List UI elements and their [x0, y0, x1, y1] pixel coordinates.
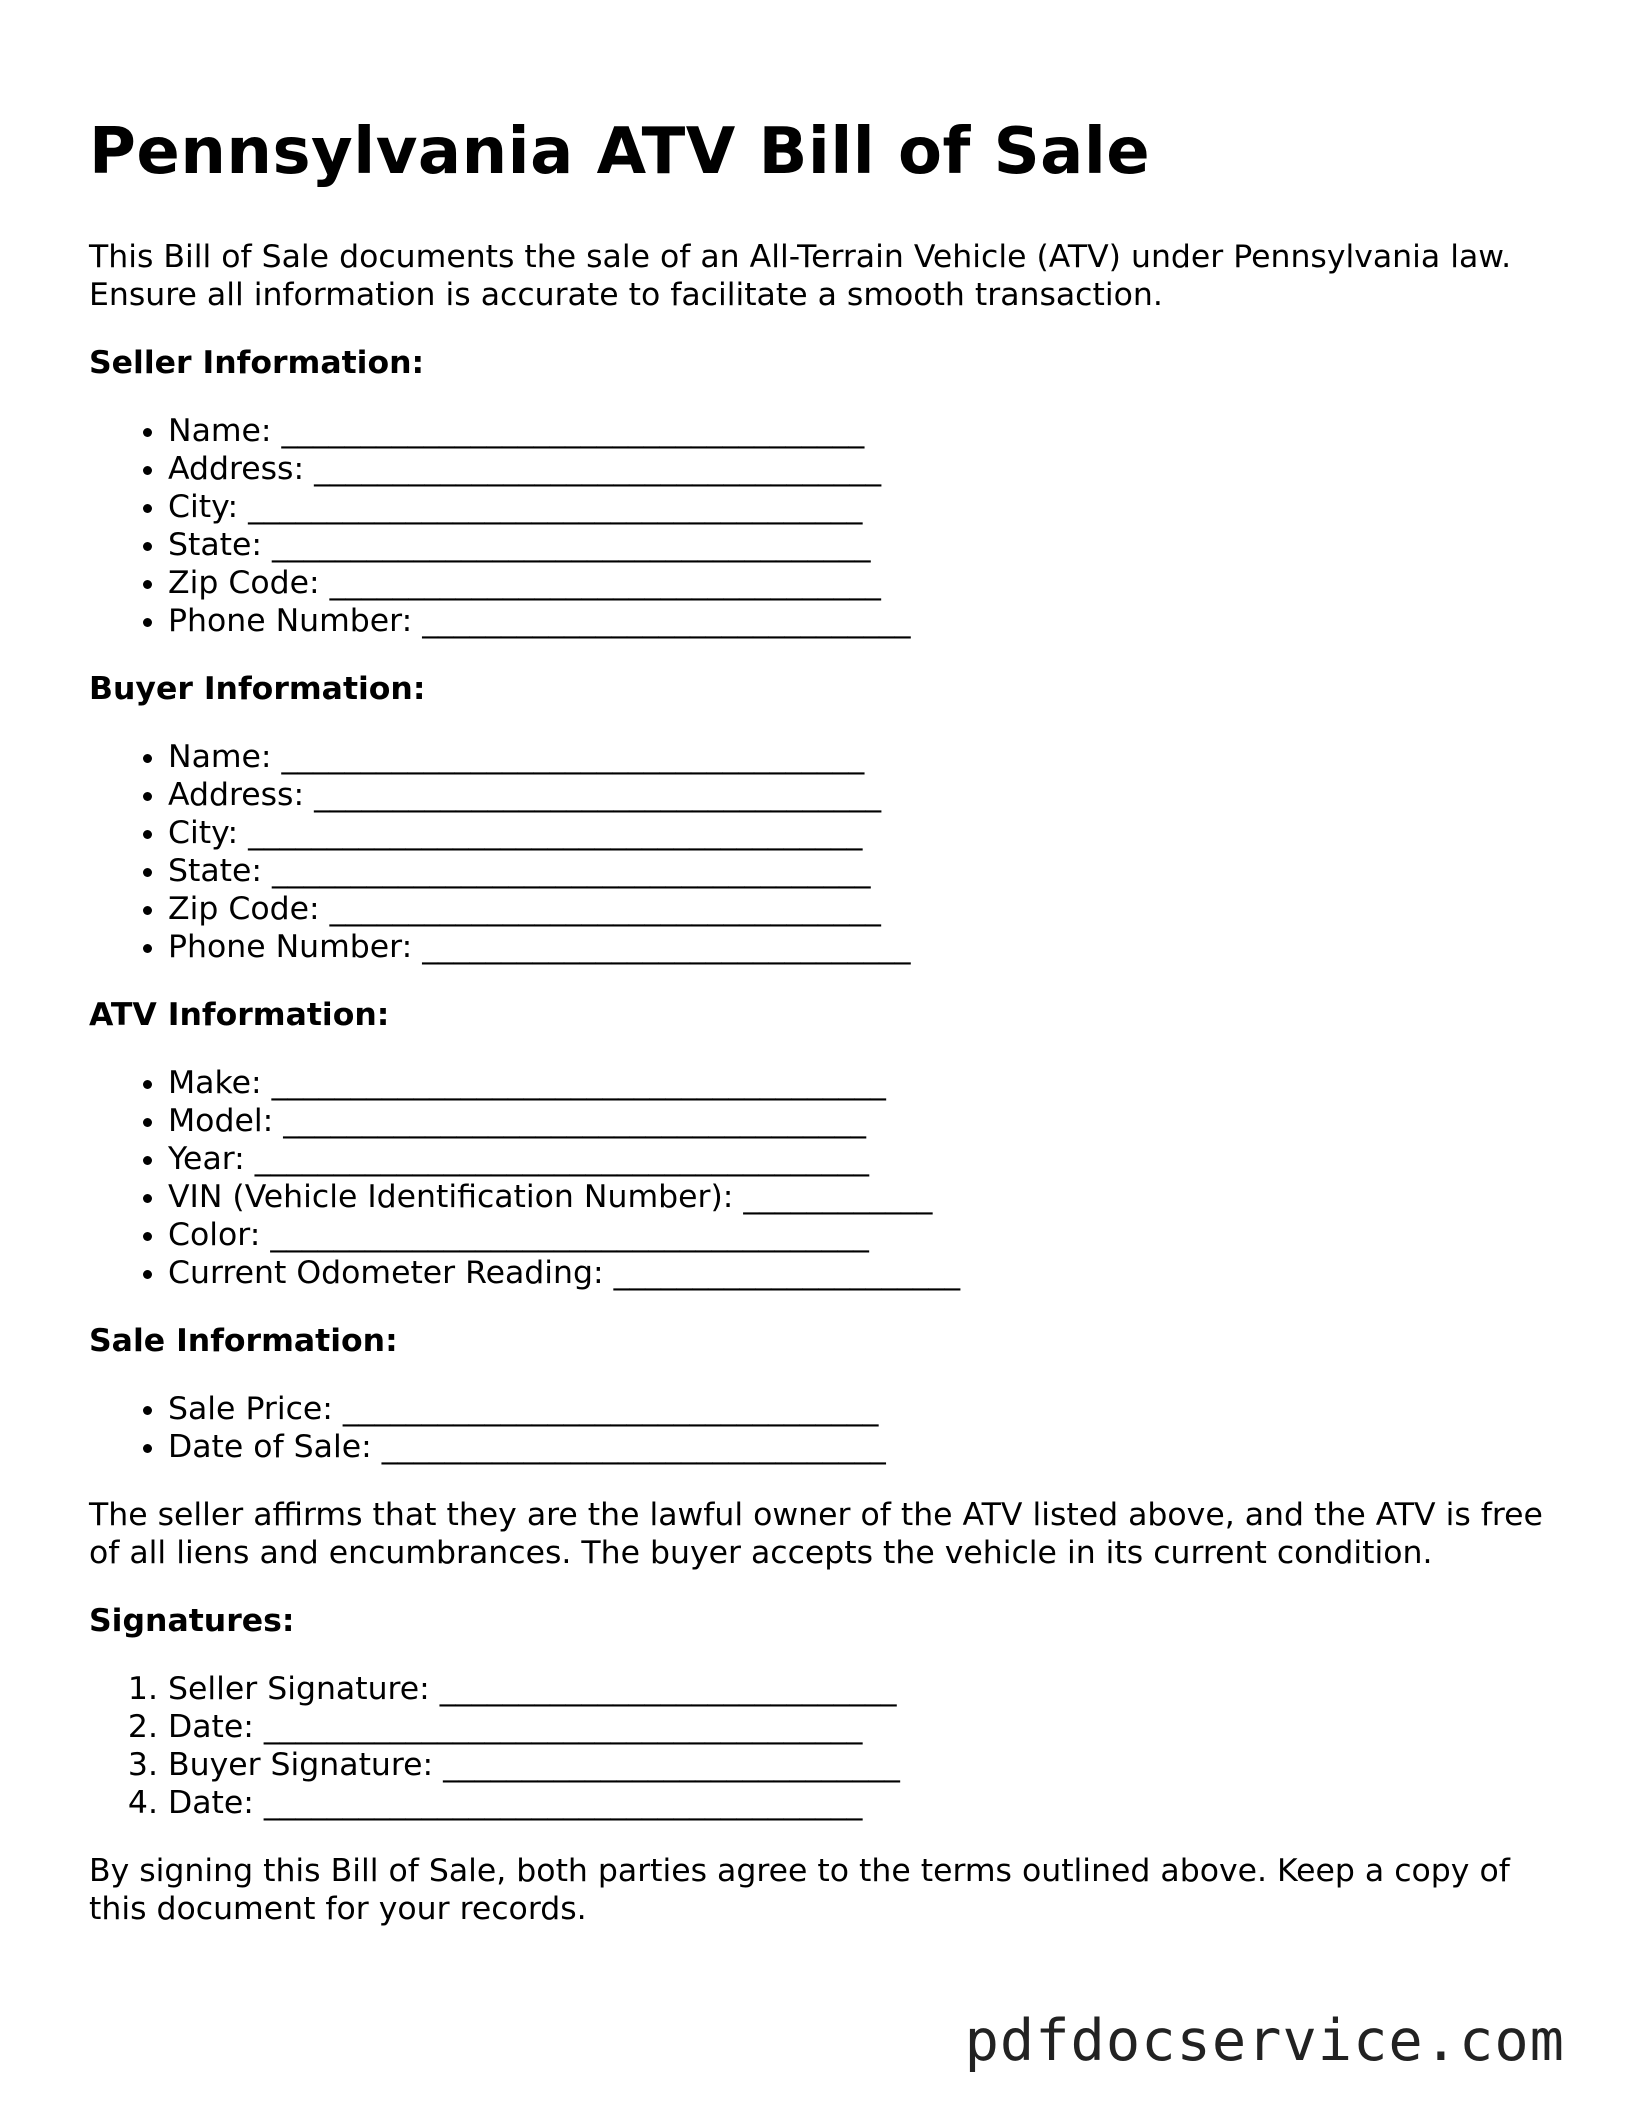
seller-address-field[interactable]: • Address: ____________________________________: [168, 450, 1549, 488]
buyer-state-field[interactable]: • State: ______________________________________: [168, 852, 1549, 890]
watermark: pdfdocservice.com: [964, 2008, 1565, 2074]
sale-list: [89, 1390, 1549, 1466]
atv-heading: ATV Information:: [89, 997, 390, 1033]
sale-date-field[interactable]: • Date of Sale: ________________________________: [168, 1428, 1549, 1466]
atv-model-field[interactable]: • Model: _____________________________________: [168, 1102, 1549, 1140]
buyer-city-field[interactable]: • City: _______________________________________: [168, 814, 1549, 852]
atv-odometer-field[interactable]: • Current Odometer Reading: ______________________: [168, 1254, 1549, 1292]
seller-signature-field[interactable]: 1. Seller Signature: _____________________________: [168, 1670, 1549, 1708]
seller-name-field[interactable]: • Name: _____________________________________: [168, 412, 1549, 450]
buyer-date-field[interactable]: 4. Date: ______________________________________: [168, 1784, 1549, 1822]
atv-list: [89, 1064, 1549, 1292]
document-page: [89, 108, 1549, 1928]
seller-date-field[interactable]: 2. Date: ______________________________________: [168, 1708, 1549, 1746]
buyer-heading: Buyer Information:: [89, 671, 426, 707]
seller-state-field[interactable]: • State: ______________________________________: [168, 526, 1549, 564]
affirmation-paragraph: The seller affirms that they are the lawful owner of the ATV listed above, and the ATV is free of all liens and encumbrances. The buyer accepts the vehicle in its current condition.: [89, 1497, 1543, 1571]
seller-list: [89, 412, 1549, 640]
buyer-name-field[interactable]: • Name: _____________________________________: [168, 738, 1549, 776]
signatures-list: [89, 1670, 1549, 1822]
signatures-heading: Signatures:: [89, 1603, 295, 1639]
intro-paragraph: This Bill of Sale documents the sale of an All-Terrain Vehicle (ATV) under Pennsylvania law. Ensure all information is accurate to facilitate a smooth transaction.: [89, 239, 1512, 313]
buyer-phone-field[interactable]: • Phone Number: _______________________________: [168, 928, 1549, 966]
buyer-address-field[interactable]: • Address: ____________________________________: [168, 776, 1549, 814]
seller-city-field[interactable]: • City: _______________________________________: [168, 488, 1549, 526]
seller-phone-field[interactable]: • Phone Number: _______________________________: [168, 602, 1549, 640]
atv-color-field[interactable]: • Color: ______________________________________: [168, 1216, 1549, 1254]
sale-price-field[interactable]: • Sale Price: __________________________________: [168, 1390, 1549, 1428]
buyer-list: [89, 738, 1549, 966]
atv-vin-field[interactable]: • VIN (Vehicle Identification Number): ____________: [168, 1178, 1549, 1216]
buyer-signature-field[interactable]: 3. Buyer Signature: _____________________________: [168, 1746, 1549, 1784]
seller-heading: Seller Information:: [89, 345, 425, 381]
buyer-zip-field[interactable]: • Zip Code: ___________________________________: [168, 890, 1549, 928]
atv-year-field[interactable]: • Year: _______________________________________: [168, 1140, 1549, 1178]
closing-paragraph: By signing this Bill of Sale, both parties agree to the terms outlined above. Keep a copy of this document for your records.: [89, 1853, 1510, 1927]
seller-zip-field[interactable]: • Zip Code: ___________________________________: [168, 564, 1549, 602]
atv-make-field[interactable]: • Make: _______________________________________: [168, 1064, 1549, 1102]
sale-heading: Sale Information:: [89, 1323, 398, 1359]
document-title: Pennsylvania ATV Bill of Sale: [89, 115, 1151, 189]
